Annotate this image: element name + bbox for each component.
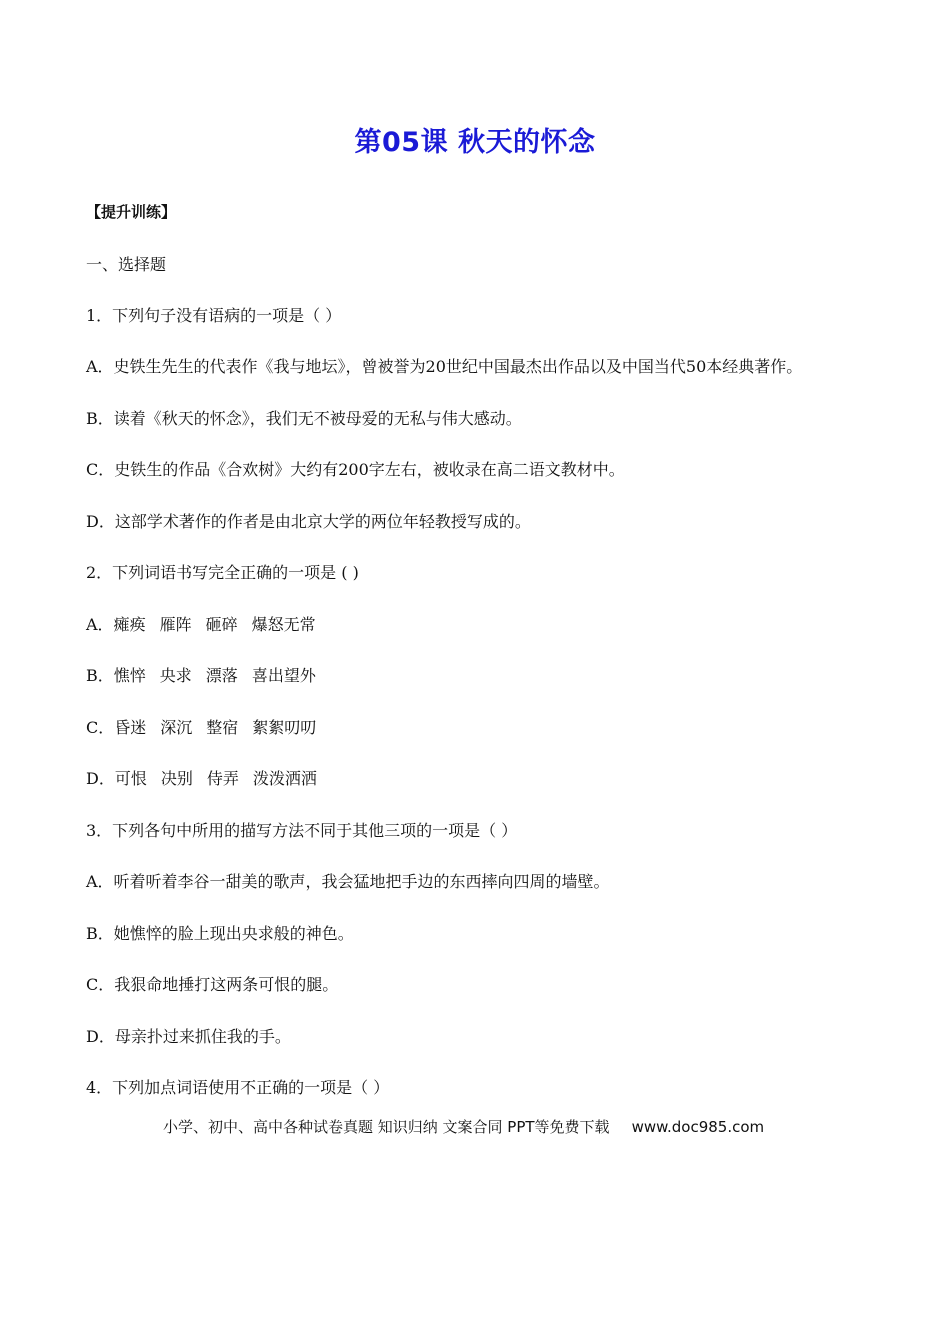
option-word: 可恨	[114, 769, 147, 788]
question-4-stem: 4．下列加点词语使用不正确的一项是（ ）	[86, 1078, 390, 1097]
question-3-option-a: A．听着听着李谷一甜美的歌声，我会猛地把手边的东西摔向四周的墙壁。	[86, 872, 610, 891]
option-word: 泼泼洒洒	[252, 769, 317, 788]
question-1-stem: 1．下列句子没有语病的一项是（ ）	[86, 306, 342, 325]
option-letter: A．	[86, 615, 114, 634]
option-word: 砸碎	[205, 615, 238, 634]
question-3-option-b: B．她憔悴的脸上现出央求般的神色。	[86, 924, 354, 943]
question-2-option-a	[86, 612, 330, 635]
footer-text: 小学、初中、高中各种试卷真题 知识归纳 文案合同 PPT等免费下载	[163, 1118, 610, 1136]
question-1-option-a: A．史铁生先生的代表作《我与地坛》，曾被誉为20世纪中国最杰出作品以及中国当代50本经典著作。	[86, 357, 803, 376]
option-word: 央求	[159, 666, 192, 685]
option-letter: C．	[86, 718, 115, 737]
option-word: 决别	[160, 769, 193, 788]
option-word: 雁阵	[159, 615, 192, 634]
question-3-stem: 3．下列各句中所用的描写方法不同于其他三项的一项是（ ）	[86, 821, 518, 840]
option-word: 喜出望外	[251, 666, 316, 685]
option-word: 憔悴	[113, 666, 146, 685]
question-2-option-d	[86, 766, 331, 789]
question-2-option-c	[86, 715, 330, 738]
option-word: 整宿	[206, 718, 239, 737]
question-1-option-b: B．读着《秋天的怀念》，我们无不被母爱的无私与伟大感动。	[86, 409, 522, 428]
option-word: 侍弄	[206, 769, 239, 788]
footer	[163, 1116, 764, 1137]
option-word: 絮絮叨叨	[252, 718, 317, 737]
section-tag: 【提升训练】	[86, 203, 177, 221]
question-3-option-c: C．我狠命地捶打这两条可恨的腿。	[86, 975, 339, 994]
option-word: 深沉	[160, 718, 193, 737]
option-word: 漂落	[205, 666, 238, 685]
footer-url[interactable]: www.doc985.com	[631, 1118, 765, 1136]
option-letter: B．	[86, 666, 114, 685]
page-title: 第05课 秋天的怀念	[354, 127, 596, 158]
question-2-stem: 2．下列词语书写完全正确的一项是 ( )	[86, 563, 359, 582]
option-word: 昏迷	[114, 718, 147, 737]
option-word: 爆怒无常	[251, 615, 316, 634]
question-3-option-d: D．母亲扑过来抓住我的手。	[86, 1027, 291, 1046]
option-letter: D．	[86, 769, 115, 788]
part-heading: 一、选择题	[86, 255, 167, 274]
question-1-option-d: D．这部学术著作的作者是由北京大学的两位年轻教授写成的。	[86, 512, 531, 531]
question-2-option-b	[86, 663, 330, 686]
option-word: 瘫痪	[113, 615, 146, 634]
question-1-option-c: C．史铁生的作品《合欢树》大约有200字左右，被收录在高二语文教材中。	[86, 460, 625, 479]
